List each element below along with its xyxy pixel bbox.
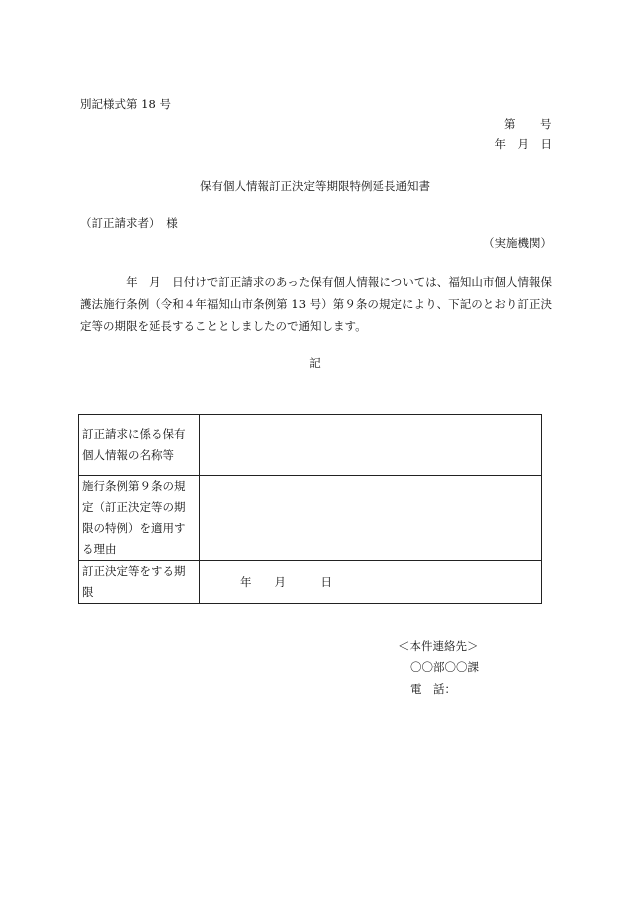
contact-department: 〇〇部〇〇課 (410, 660, 479, 674)
issuer-line: （実施機関） (483, 236, 552, 250)
document-title: 保有個人情報訂正決定等期限特例延長通知書 (200, 179, 430, 193)
table-row (79, 561, 542, 604)
document-date: 年 月 日 (494, 137, 552, 151)
info-name-value (200, 415, 542, 476)
ki-heading: 記 (309, 356, 321, 370)
document-number: 第 号 (504, 117, 552, 131)
recipient-line: （訂正請求者） 様 (80, 216, 178, 230)
deadline-label: 訂正決定等をする期限 (79, 561, 200, 604)
contact-phone: 電 話： (410, 682, 456, 696)
deadline-value: 年 月 日 (200, 561, 542, 604)
form-number: 別記様式第 18 号 (80, 97, 171, 111)
info-name-label: 訂正請求に係る保有個人情報の名称等 (79, 415, 200, 476)
reason-label: 施行条例第９条の規定（訂正決定等の期限の特例）を適用する理由 (79, 476, 200, 561)
table-row (79, 476, 542, 561)
body-paragraph: 年 月 日付けで訂正請求のあった保有個人情報については、福知山市個人情報保護法施行条例（令和４年福知山市条例第 13 号）第９条の規定により、下記のとおり訂正決定等の期限を延長することとしましたので通知します。 (80, 275, 552, 333)
table-row (79, 415, 542, 476)
detail-table (78, 414, 542, 604)
reason-value (200, 476, 542, 561)
contact-heading: ＜本件連絡先＞ (398, 639, 479, 653)
